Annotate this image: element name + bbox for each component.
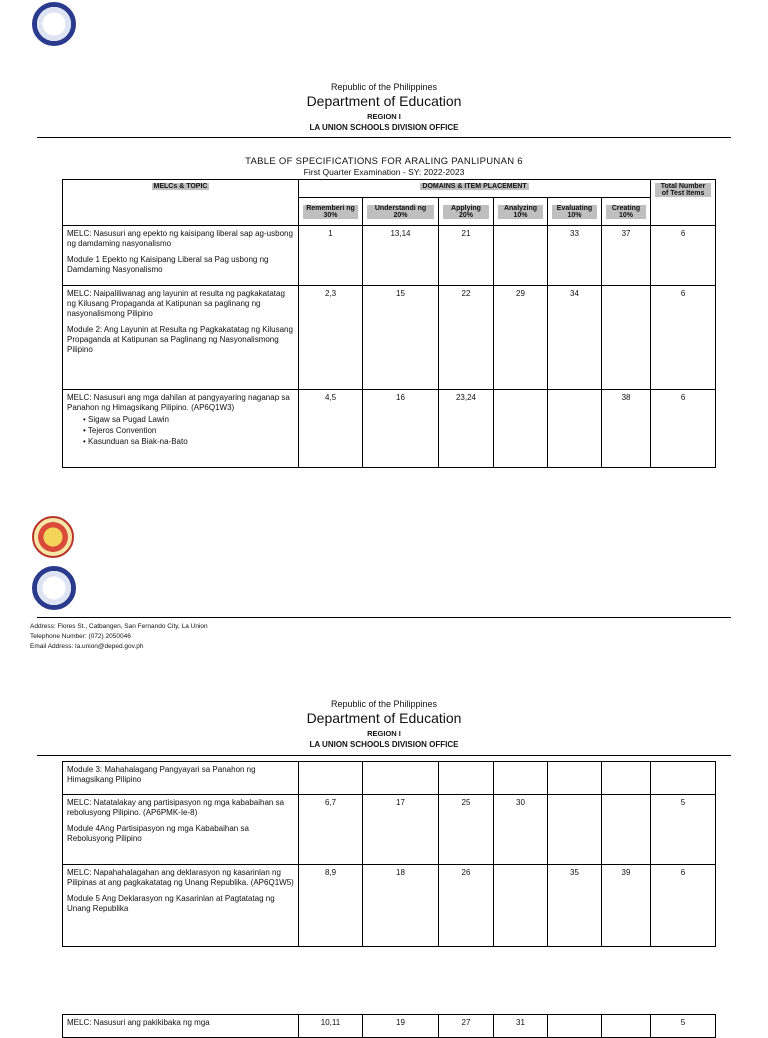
total-cell: 5 [651, 1015, 716, 1038]
cell: 25 [439, 795, 494, 865]
cell: 37 [602, 226, 651, 286]
cell [494, 390, 548, 468]
office-label: LA UNION SCHOOLS DIVISION OFFICE [309, 123, 459, 132]
total-header: Total Number of Test Items [651, 180, 716, 226]
list-item: • Sigaw sa Pugad Lawin [83, 414, 294, 425]
total-cell: 6 [651, 865, 716, 947]
cell: 21 [439, 226, 494, 286]
melc-text: MELC: Natatalakay ang partisipasyon ng mga kababaihan sa rebolusyong Pilipino. (AP6PMK-Ie-8) [67, 798, 285, 817]
module-text: Module 5 Ang Deklarasyon ng Kasarinlan at Pagtatatag ng Unang Republika [67, 894, 275, 913]
department-title: Department of Education [306, 93, 462, 109]
region-label: REGION I [367, 729, 401, 738]
divider [37, 137, 731, 138]
melc-header: MELCs & TOPIC [63, 180, 299, 226]
list-item: • Tejeros Convention [83, 425, 294, 436]
module-text: Module 3: Mahahalagang Pangyayari sa Panahon ng Himagsikang Pilipino [67, 765, 256, 784]
melc-text: MELC: Nasusuri ang mga dahilan at pangyayaring naganap sa Panahon ng Himagsikang Pilipino. (AP6Q1W3) [67, 393, 290, 412]
table-row [63, 762, 716, 795]
melc-text: MELC: Nasusuri ang pakikibaka ng mga [67, 1018, 210, 1027]
total-cell: 6 [651, 390, 716, 468]
cell: 2,3 [299, 286, 363, 390]
cell: 34 [548, 286, 602, 390]
cell: 30 [494, 795, 548, 865]
divider [37, 617, 731, 618]
cell [548, 390, 602, 468]
cell [494, 762, 548, 795]
domains-header: DOMAINS & ITEM PLACEMENT [299, 180, 651, 198]
table-row [63, 390, 716, 468]
module-text: Module 1 Epekto ng Kaisipang Liberal sa Pag usbong ng Damdaming Nasyonalismo [67, 255, 269, 274]
cell: 15 [363, 286, 439, 390]
total-cell: 6 [651, 226, 716, 286]
cell [602, 1015, 651, 1038]
domain-header: Creating 10% [602, 198, 651, 226]
total-cell: 5 [651, 795, 716, 865]
domain-header: Rememberi ng 30% [299, 198, 363, 226]
cell [602, 286, 651, 390]
cell [602, 795, 651, 865]
cell [602, 762, 651, 795]
tos-table-page1 [62, 179, 716, 468]
cell: 39 [602, 865, 651, 947]
region-label: REGION I [367, 112, 401, 121]
division-seal-logo [32, 516, 74, 558]
cell: 31 [494, 1015, 548, 1038]
cell: 26 [439, 865, 494, 947]
domain-header: Understandi ng 20% [363, 198, 439, 226]
melc-text: MELC: Naipaliliwanag ang layunin at resulta ng pagkakatatag ng Kilusang Propaganda at Katipunan sa paglinang ng nasyonalismong Pilipino [67, 289, 285, 318]
cell [494, 226, 548, 286]
total-cell: 6 [651, 286, 716, 390]
tos-subtitle: First Quarter Examination - SY: 2022-2023 [303, 167, 465, 177]
melc-text: MELC: Napahahalagahan ang deklarasyon ng kasarinlan ng Pilipinas at ang pagkakatatag ng Unang Republika. (AP6Q1W5) [67, 868, 294, 887]
cell [548, 762, 602, 795]
table-row [63, 1015, 716, 1038]
republic-label: Republic of the Philippines [330, 699, 438, 709]
module-text: Module 2: Ang Layunin at Resulta ng Pagkakatatag ng Kilusang Propaganda at Katipunan sa Paglinang ng Nasyonalismong Pilipino [67, 325, 293, 354]
module-text: Module 4Ang Partisipasyon ng mga Kababaihan sa Rebolusyong Pilipino [67, 824, 249, 843]
table-row [63, 286, 716, 390]
cell [363, 762, 439, 795]
cell: 35 [548, 865, 602, 947]
email-text: Email Address: la.union@deped.gov.ph [30, 643, 144, 650]
cell: 13,14 [363, 226, 439, 286]
cell: 4,5 [299, 390, 363, 468]
cell: 6,7 [299, 795, 363, 865]
deped-seal-logo [32, 2, 76, 46]
cell: 22 [439, 286, 494, 390]
melc-text: MELC: Nasusuri ang epekto ng kaisipang liberal sap ag-usbong ng damdaming nasyonalismo [67, 229, 293, 248]
domain-header: Analyzing 10% [494, 198, 548, 226]
tos-table-page2 [62, 761, 716, 947]
cell: 10,11 [299, 1015, 363, 1038]
table-row [63, 795, 716, 865]
cell: 38 [602, 390, 651, 468]
cell: 16 [363, 390, 439, 468]
domain-header: Evaluating 10% [548, 198, 602, 226]
table-row [63, 865, 716, 947]
list-item: • Kasunduan sa Biak-na-Bato [83, 436, 294, 447]
divider [37, 755, 731, 756]
telephone-text: Telephone Number: (072) 2050046 [30, 633, 131, 640]
republic-label: Republic of the Philippines [330, 82, 438, 92]
cell [494, 865, 548, 947]
cell: 23,24 [439, 390, 494, 468]
cell: 19 [363, 1015, 439, 1038]
cell: 17 [363, 795, 439, 865]
cell: 29 [494, 286, 548, 390]
address-text: Address: Flores St., Catbangen, San Fernando City, La Union [30, 623, 208, 630]
address-block [30, 622, 208, 652]
deped-seal-logo [32, 566, 76, 610]
tos-table-page3 [62, 1014, 716, 1038]
cell: 27 [439, 1015, 494, 1038]
cell: 1 [299, 226, 363, 286]
department-title: Department of Education [306, 710, 462, 726]
tos-title: TABLE OF SPECIFICATIONS FOR ARALING PANLIPUNAN 6 [245, 156, 523, 167]
cell: 18 [363, 865, 439, 947]
cell [299, 762, 363, 795]
cell [548, 1015, 602, 1038]
domain-header: Applying 20% [439, 198, 494, 226]
cell [439, 762, 494, 795]
cell: 33 [548, 226, 602, 286]
office-label: LA UNION SCHOOLS DIVISION OFFICE [309, 740, 459, 749]
cell: 8,9 [299, 865, 363, 947]
cell [548, 795, 602, 865]
total-cell [651, 762, 716, 795]
table-row [63, 226, 716, 286]
